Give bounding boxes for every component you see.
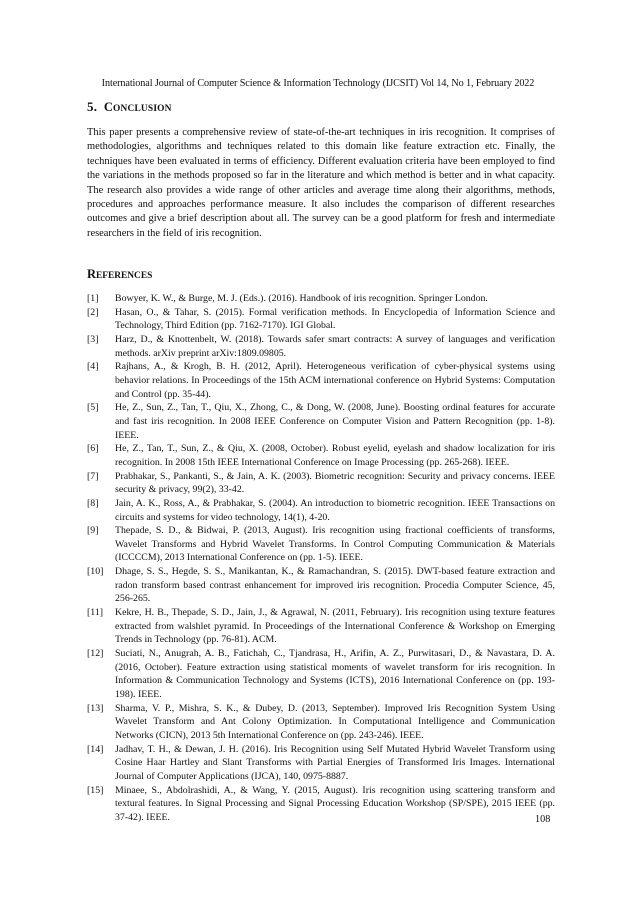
reference-text: He, Z., Tan, T., Sun, Z., & Qiu, X. (2008, October). Robust eyelid, eyelash and shadow localization for iris recognition. In 2008 15th IEEE International Conference on Image Processing (pp. 265-268). IEEE. xyxy=(115,443,555,468)
reference-item xyxy=(87,606,555,647)
reference-text: Bowyer, K. W., & Burge, M. J. (Eds.). (2016). Handbook of iris recognition. Springer London. xyxy=(115,293,488,304)
reference-text: Jadhav, T. H., & Dewan, J. H. (2016). Iris Recognition using Self Mutated Hybrid Wavelet Transform using Cosine Haar Hartley and Slant Transforms with Partial Energies of Transformed Iris Images. International Journal of Computer Applications (IJCA), 140, 0975-8887. xyxy=(115,743,555,782)
reference-number: [12] xyxy=(87,648,104,660)
references-heading xyxy=(87,265,152,283)
reference-item xyxy=(87,401,555,442)
reference-item xyxy=(87,743,555,784)
reference-text: Hasan, O., & Tahar, S. (2015). Formal verification methods. In Encyclopedia of Information Science and Technology, Third Edition (pp. 7162-7170). IGI Global. xyxy=(115,306,555,332)
reference-text: Rajhans, A., & Krogh, B. H. (2012, April). Heterogeneous verification of cyber-physical systems using behavior relations. In Proceedings of the 15th ACM international conference on Hybrid Systems: Computation and Control (pp. 35-44). xyxy=(115,361,555,400)
section-number: 5. xyxy=(87,99,98,114)
reference-number: [9] xyxy=(87,525,99,537)
reference-item xyxy=(87,470,555,497)
reference-item xyxy=(87,784,555,825)
reference-number: [11] xyxy=(87,607,104,619)
reference-text: Harz, D., & Knottenbelt, W. (2018). Towards safer smart contracts: A survey of languages and verification methods. arXiv preprint arXiv:1809.09805. xyxy=(115,333,555,359)
reference-item xyxy=(87,647,555,702)
reference-number: [8] xyxy=(87,497,99,509)
reference-item xyxy=(87,497,555,524)
page-number: 108 xyxy=(535,814,551,825)
reference-text: Sharma, V. P., Mishra, S. K., & Dubey, D. (2013, September). Improved Iris Recognition System Using Wavelet Transform and Ant Colony Optimization. In Computational Intelligence and Communication Networks (CICN), 2013 5th International Conference on (pp. 243-246). IEEE. xyxy=(115,702,555,741)
reference-number: [7] xyxy=(87,470,99,482)
references-list xyxy=(87,292,555,825)
reference-number: [10] xyxy=(87,566,104,578)
conclusion-paragraph: This paper presents a comprehensive review of state-of-the-art techniques in iris recognition. It comprises of methodologies, algorithms and techniques related to this domain like feature extraction etc. Finally, the techniques have been evaluated in terms of efficiency. Different evaluation criteria have been employed to find the variations in the methods proposed so far in the literature and which method is better and in what capacity. The research also provides a wide range of other articles and average time along their algorithms, methods, procedures and approaches performance measure. It also includes the comparison of different researches outcomes and give a brief description about all. The survey can be a good platform for fresh and intermediate researchers in the field of iris recognition. xyxy=(87,127,555,239)
reference-number: [4] xyxy=(87,361,99,373)
reference-item xyxy=(87,360,555,401)
reference-number: [2] xyxy=(87,306,99,318)
reference-text: Suciati, N., Anugrah, A. B., Fatichah, C., Tjandrasa, H., Arifin, A. Z., Purwitasari, D., & Navastara, D. A. (2016, October). Feature extraction using statistical moments of wavelet transform for iris recognition. In Information & Communication Technology and Systems (ICTS), 2016 International Conference on (pp. 193-198). IEEE. xyxy=(115,648,555,701)
reference-item xyxy=(87,442,555,469)
reference-number: [1] xyxy=(87,293,99,304)
reference-text: Kekre, H. B., Thepade, S. D., Jain, J., & Agrawal, N. (2011, February). Iris recognition using texture features extracted from walshlet pyramid. In Proceedings of the International Conference & Workshop on Emerging Trends in Technology (pp. 76-81). ACM. xyxy=(115,607,555,646)
reference-text: He, Z., Sun, Z., Tan, T., Qiu, X., Zhong, C., & Dong, W. (2008, June). Boosting ordinal features for accurate and fast iris recognition. In 2008 IEEE Conference on Computer Vision and Pattern Recognition (pp. 1-8). IEEE. xyxy=(115,402,555,441)
reference-text: Dhage, S. S., Hegde, S. S., Manikantan, K., & Ramachandran, S. (2015). DWT-based feature extraction and radon transform based contrast enhancement for improved iris recognition. Procedia Computer Science, 45, 256-265. xyxy=(115,566,555,605)
section-title-initial: C xyxy=(103,100,114,114)
reference-text: Minaee, S., Abdolrashidi, A., & Wang, Y. (2015, August). Iris recognition using scattering transform and textural features. In Signal Processing and Signal Processing Education Workshop (SP/SPE), 2015 IEEE (pp. 37-42). IEEE. xyxy=(115,784,555,823)
reference-text: Jain, A. K., Ross, A., & Prabhakar, S. (2004). An introduction to biometric recognition. IEEE Transactions on circuits and systems for video technology, 14(1), 4-20. xyxy=(115,497,555,523)
reference-number: [5] xyxy=(87,402,99,414)
references-heading-rest: EFERENCES xyxy=(96,271,153,281)
reference-item xyxy=(87,702,555,743)
reference-number: [3] xyxy=(87,333,99,345)
reference-item xyxy=(87,292,555,306)
reference-item xyxy=(87,524,555,565)
reference-number: [13] xyxy=(87,702,104,714)
references-heading-initial: R xyxy=(87,267,97,281)
section-title-rest: ONCLUSION xyxy=(113,104,172,114)
reference-number: [14] xyxy=(87,743,104,755)
reference-number: [6] xyxy=(87,443,99,455)
reference-item xyxy=(87,565,555,606)
reference-text: Thepade, S. D., & Bidwai, P. (2013, August). Iris recognition using fractional coefficients of transforms, Wavelet Transforms and Hybrid Wavelet Transforms. In Control Computing Communication & Materials (ICCCCM), 2013 International Conference on (pp. 1-5). IEEE. xyxy=(115,525,555,564)
reference-number: [15] xyxy=(87,784,104,796)
reference-item xyxy=(87,333,555,360)
reference-item xyxy=(87,306,555,333)
reference-text: Prabhakar, S., Pankanti, S., & Jain, A. K. (2003). Biometric recognition: Security and privacy concerns. IEEE security & privacy, 99(2), 33-42. xyxy=(115,470,555,496)
section-heading-conclusion xyxy=(87,99,172,115)
running-header: International Journal of Computer Science & Information Technology (IJCSIT) Vol 14, No 1, February 2022 xyxy=(101,78,535,89)
